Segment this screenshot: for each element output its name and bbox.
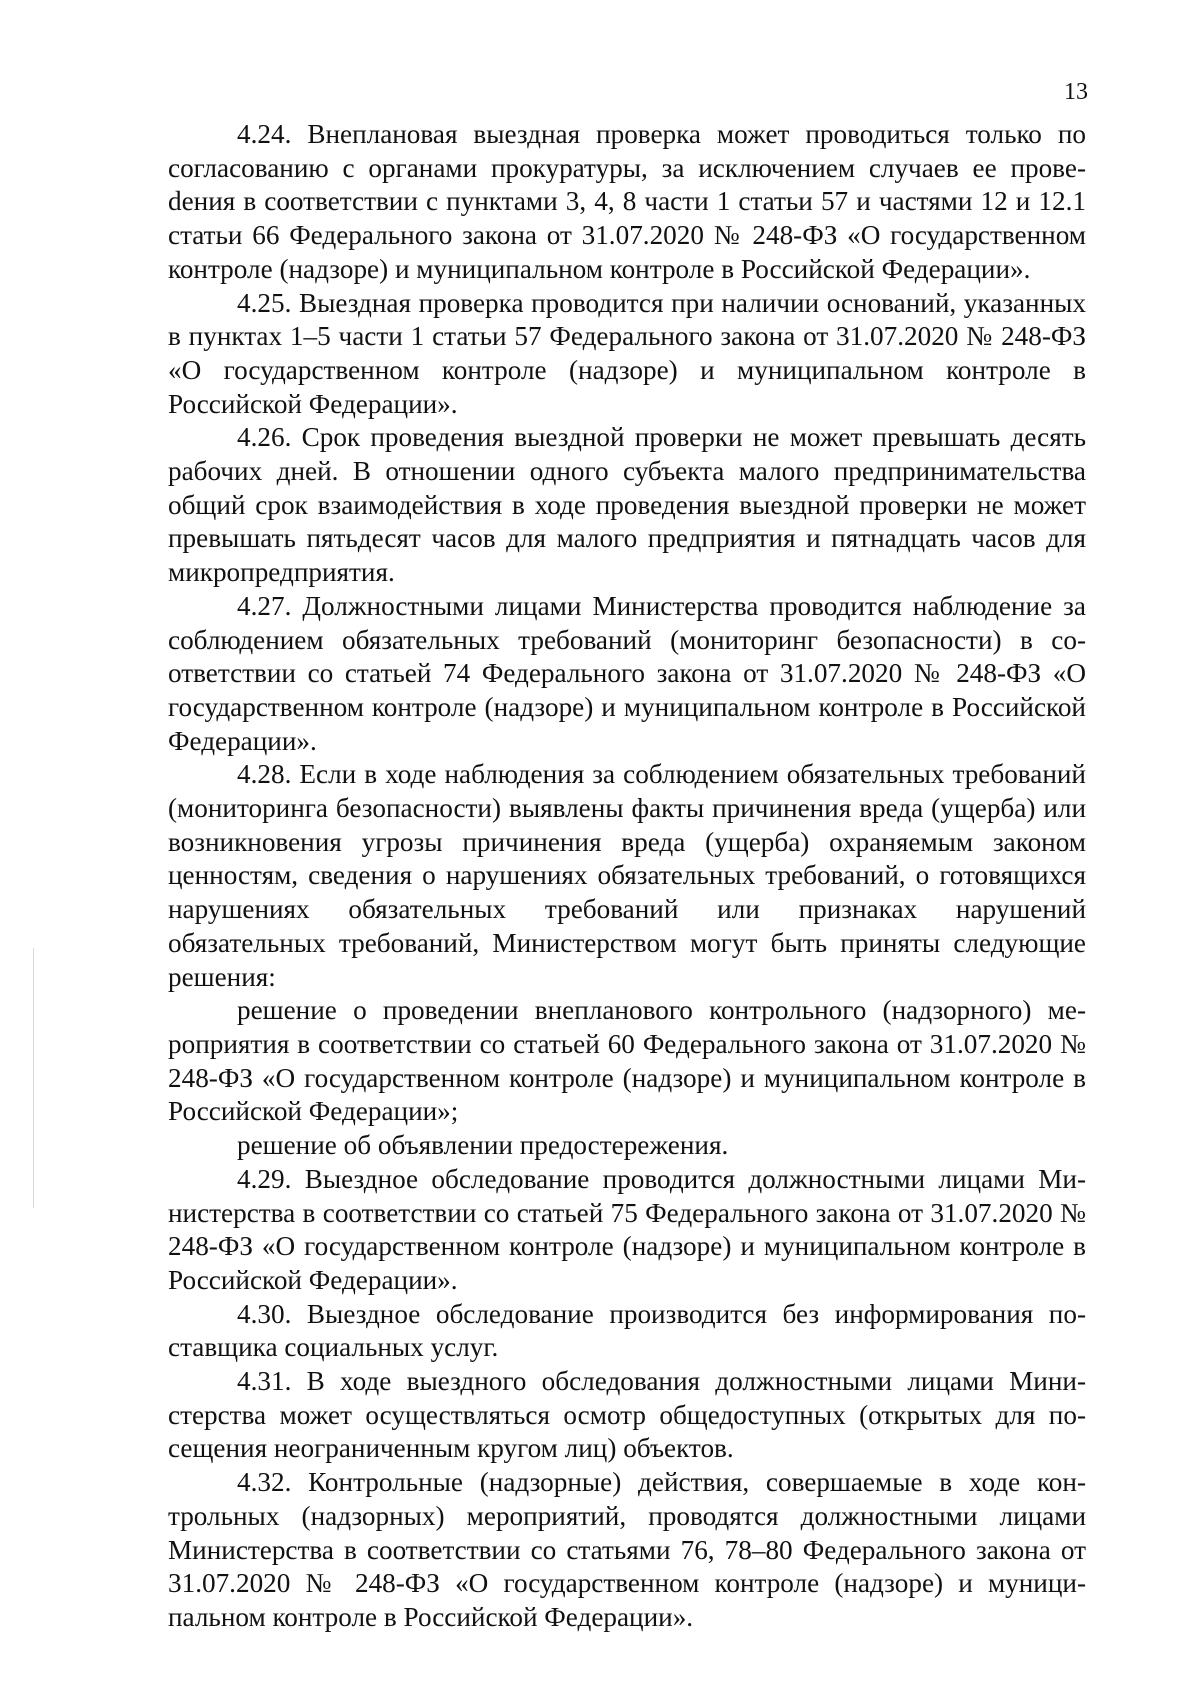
paragraph-4-24: 4.24. Внеплановая выездная проверка может проводиться только по согласованию с органами прокуратуры, за исключением случаев ее провеdения в соответствии с пунктами 3, 4, 8 части 1 статьи 57 и частями 12 и 12.1 статьи 66 Федерального закона от 31.07.2020 № 248-ФЗ «О государственном контроле (надзоре) и муниципальном контроле в Российской Федерации».: [168, 119, 1086, 284]
paragraph-4-30: 4.30. Выездное обследование производится без информирования поставщика социальных услуг.: [168, 1298, 1086, 1363]
document-body: [168, 118, 1086, 1635]
paragraph-4-28: 4.28. Если в ходе наблюдения за соблюдением обязательных требований (мониторинга безопасности) выявлены факты причинения вреда (ущерба) или возникновения угрозы причинения вреда (ущерба) охраняемым законом ценностям, сведения о нарушениях обязательных требований, о готовящихся нарушениях обязательных требований или признаках нарушений обязательных требований, Министерством могут быть приняты следующие решения:: [168, 759, 1086, 992]
page-number: 13: [1064, 79, 1088, 105]
paragraph-4-32: 4.32. Контрольные (надзорные) действия, совершаемые в ходе контрольных (надзорных) мероприятий, проводятся должностными лицами Министерства в соответствии со статьями 76, 78–80 Федерального закона от 31.07.2020 № 248-ФЗ «О государственном контроле (надзоре) и муниципальном контроле в Российской Федерации».: [168, 1467, 1086, 1632]
paragraph-4-31: 4.31. В ходе выездного обследования должностными лицами Министерства может осуществляться осмотр общедоступных (открытых для посещения неограниченным кругом лиц) объектов.: [168, 1366, 1086, 1464]
paragraph-4-29: 4.29. Выездное обследование проводится должностными лицами Министерства в соответствии со статьей 75 Федерального закона от 31.07.2020 № 248-ФЗ «О государственном контроле (надзоре) и муниципальном контроле в Российской Федерации».: [168, 1163, 1086, 1295]
paragraph-4-27: 4.27. Должностными лицами Министерства проводится наблюдение за соблюдением обязательных требований (мониторинг безопасности) в соответствии со статьей 74 Федерального закона от 31.07.2020 № 248-ФЗ «О государственном контроле (надзоре) и муниципальном контроле в Российской Федерации».: [168, 590, 1086, 756]
decision-item-unscheduled-inspection: решение о проведении внепланового контрольного (надзорного) мероприятия в соответствии со статьей 60 Федерального закона от 31.07.2020 № 248-ФЗ «О государственном контроле (надзоре) и муниципальном контроле в Российской Федерации»;: [168, 995, 1086, 1127]
decision-item-warning: решение об объявлении предостережения.: [237, 1130, 729, 1161]
paragraph-4-25: 4.25. Выездная проверка проводится при наличии оснований, указанных в пунктах 1–5 части 1 статьи 57 Федерального закона от 31.07.2020 № 248-ФЗ «О государственном контроле (надзоре) и муниципальном контроле в Российской Федерации».: [168, 287, 1086, 419]
paragraph-4-26: 4.26. Срок проведения выездной проверки не может превышать десять рабочих дней. В отношении одного субъекта малого предпринимательства общий срок взаимодействия в ходе проведения выездной проверки не может превышать пятьдесят часов для малого предприятия и пятнадцать часов для микропредприятия.: [168, 422, 1086, 588]
scan-margin-line: [33, 948, 34, 1208]
